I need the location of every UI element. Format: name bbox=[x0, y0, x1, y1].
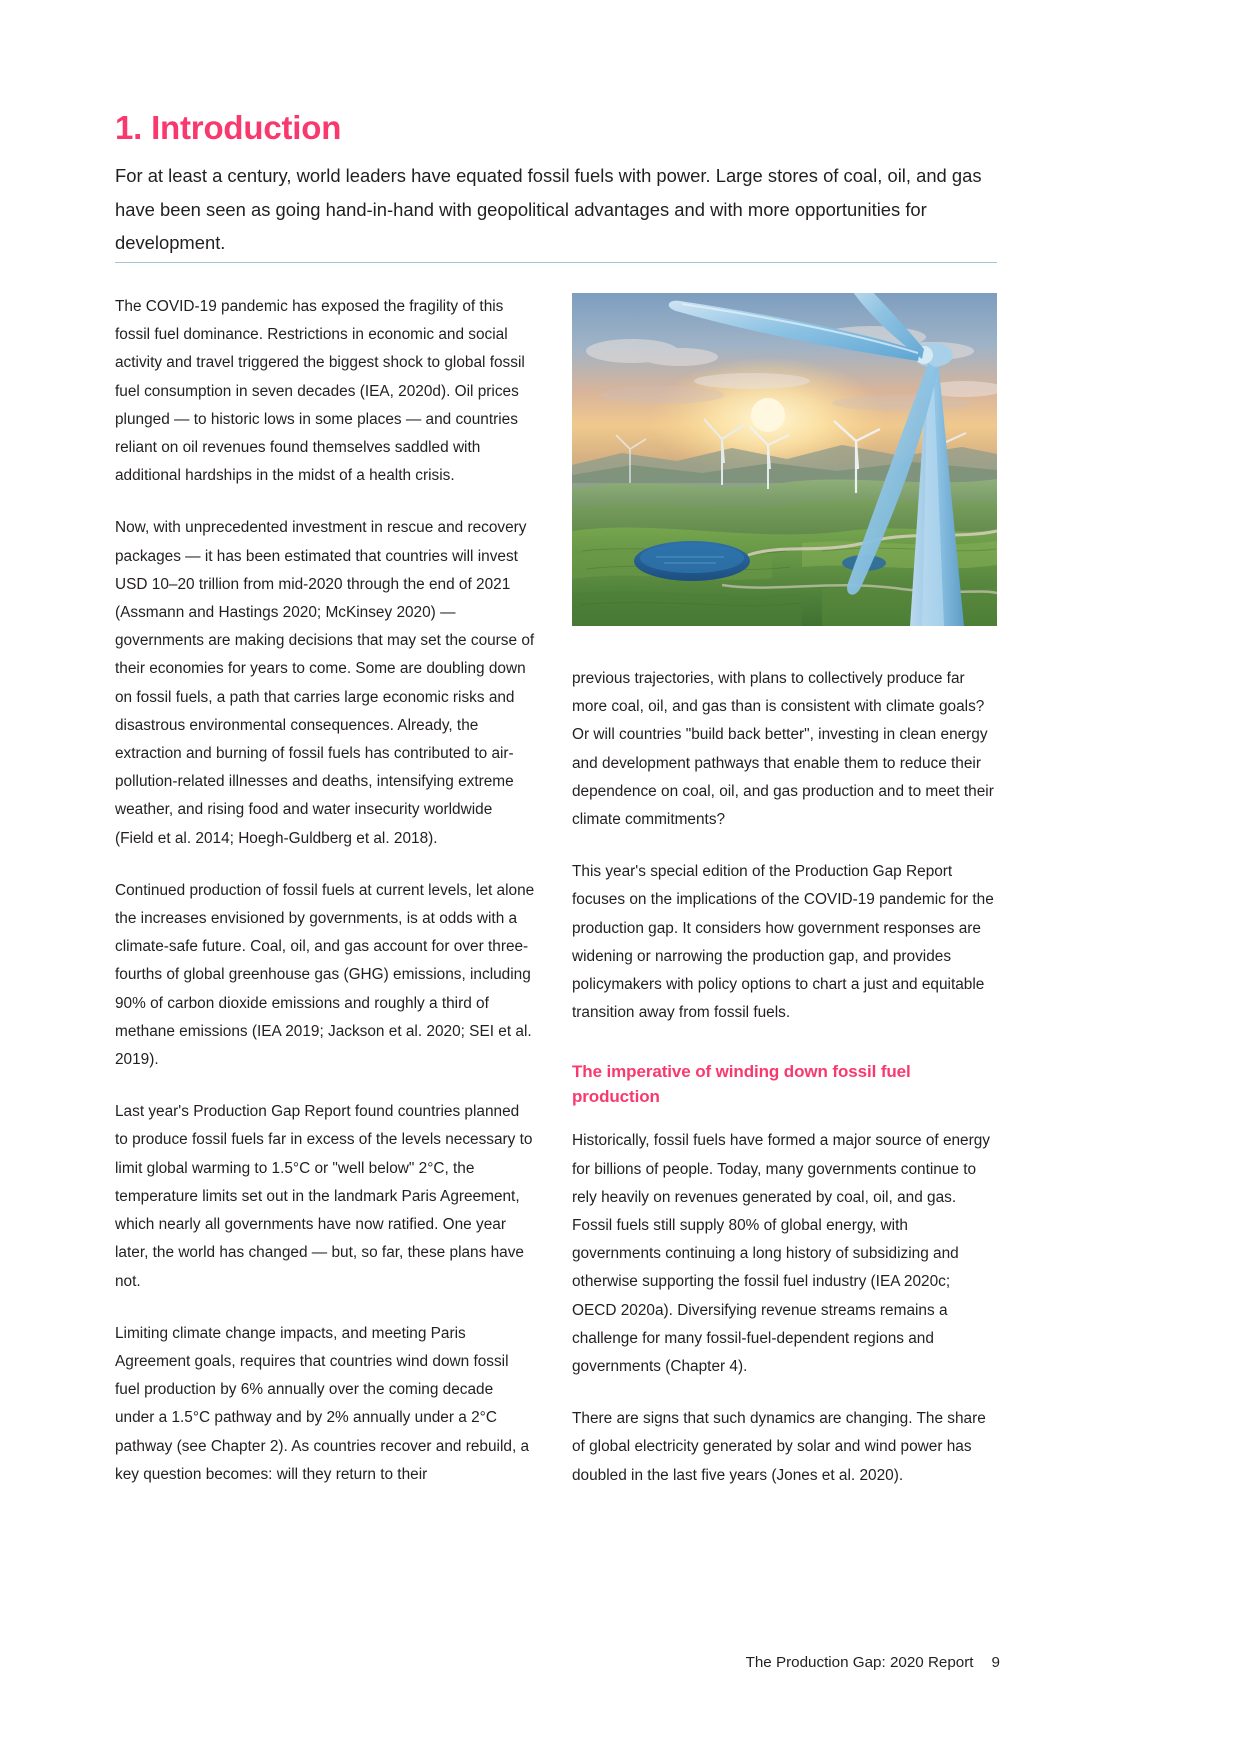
wind-turbine-illustration bbox=[572, 293, 997, 626]
paragraph: Now, with unprecedented investment in rescue and recovery packages — it has been estimated that countries will invest USD 10–20 trillion from mid-2020 through the end of 2021 (Assmann and Hastings 2020; McKinsey 2020) — governments are making decisions that may set the course of their economies for years to come. Some are doubling down on fossil fuels, a path that carries large economic risks and disastrous environmental consequences. Already, the extraction and burning of fossil fuels has contributed to air-pollution-related illnesses and deaths, intensifying extreme weather, and rising food and water insecurity worldwide (Field et al. 2014; Hoegh-Guldberg et al. 2018). bbox=[115, 519, 535, 847]
paragraph: Last year's Production Gap Report found countries planned to produce fossil fuels far in excess of the levels necessary to limit global warming to 1.5°C or "well below" 2°C, the temperature limits set out in the landmark Paris Agreement, which nearly all governments have now ratified. One year later, the world has changed — but, so far, these plans have not. bbox=[115, 1103, 533, 1290]
body-column-right bbox=[572, 665, 997, 1490]
wind-turbine-image bbox=[572, 293, 997, 626]
section-divider bbox=[115, 262, 997, 263]
footer-page-number: 9 bbox=[991, 1654, 1000, 1671]
lead-paragraph: For at least a century, world leaders have equated fossil fuels with power. Large stores of coal, oil, and gas have been seen as going hand-in-hand with geopolitical advantages and with more opportunities for development. bbox=[115, 165, 982, 254]
paragraph: Historically, fossil fuels have formed a major source of energy for billions of people. Today, many governments continue to rely heavily on revenues generated by coal, oil, and gas. Fossil fuels still supply 80% of global energy, with governments continuing a long history of subsidizing and otherwise supporting the fossil fuel industry (IEA 2020c; OECD 2020a). Diversifying revenue streams remains a challenge for many fossil-fuel-dependent regions and governments (Chapter 4). bbox=[572, 1132, 990, 1376]
paragraph: Continued production of fossil fuels at current levels, let alone the increases envisioned by governments, is at odds with a climate-safe future. Coal, oil, and gas account for over three-fourths of global greenhouse gas (GHG) emissions, including 90% of carbon dioxide emissions and roughly a third of methane emissions (IEA 2019; Jackson et al. 2020; SEI et al. 2019). bbox=[115, 881, 535, 1069]
paragraph: This year's special edition of the Production Gap Report focuses on the implications of the COVID-19 pandemic for the production gap. It considers how government responses are widening or narrowing the production gap, and provides policymakers with policy options to chart a just and equitable transition away from fossil fuels. bbox=[572, 863, 994, 1022]
paragraph: previous trajectories, with plans to collectively produce far more coal, oil, and gas than is consistent with climate goals? Or will countries "build back better", investing in clean energy and development pathways that enable them to reduce their dependence on coal, oil, and gas production and to meet their climate commitments? bbox=[572, 670, 994, 829]
paragraph: The COVID-19 pandemic has exposed the fragility of this fossil fuel dominance. Restrictions in economic and social activity and travel triggered the biggest shock to global fossil fuel consumption in seven decades (IEA, 2020d). Oil prices plunged — to historic lows in some places — and countries reliant on oil revenues found themselves saddled with additional hardships in the midst of a health crisis. bbox=[115, 298, 525, 485]
page-footer bbox=[0, 1654, 1000, 1671]
page-title: 1. Introduction bbox=[115, 109, 342, 147]
section-subheading: The imperative of winding down fossil fuel production bbox=[572, 1062, 911, 1107]
footer-report-title: The Production Gap: 2020 Report bbox=[745, 1654, 974, 1671]
paragraph: Limiting climate change impacts, and meeting Paris Agreement goals, requires that countries wind down fossil fuel production by 6% annually over the coming decade under a 1.5°C pathway and by 2% annually under a 2°C pathway (see Chapter 2). As countries recover and rebuild, a key question becomes: will they return to their bbox=[115, 1324, 530, 1483]
paragraph: There are signs that such dynamics are changing. The share of global electricity generated by solar and wind power has doubled in the last five years (Jones et al. 2020). bbox=[572, 1410, 986, 1484]
body-column-left bbox=[115, 293, 535, 1489]
